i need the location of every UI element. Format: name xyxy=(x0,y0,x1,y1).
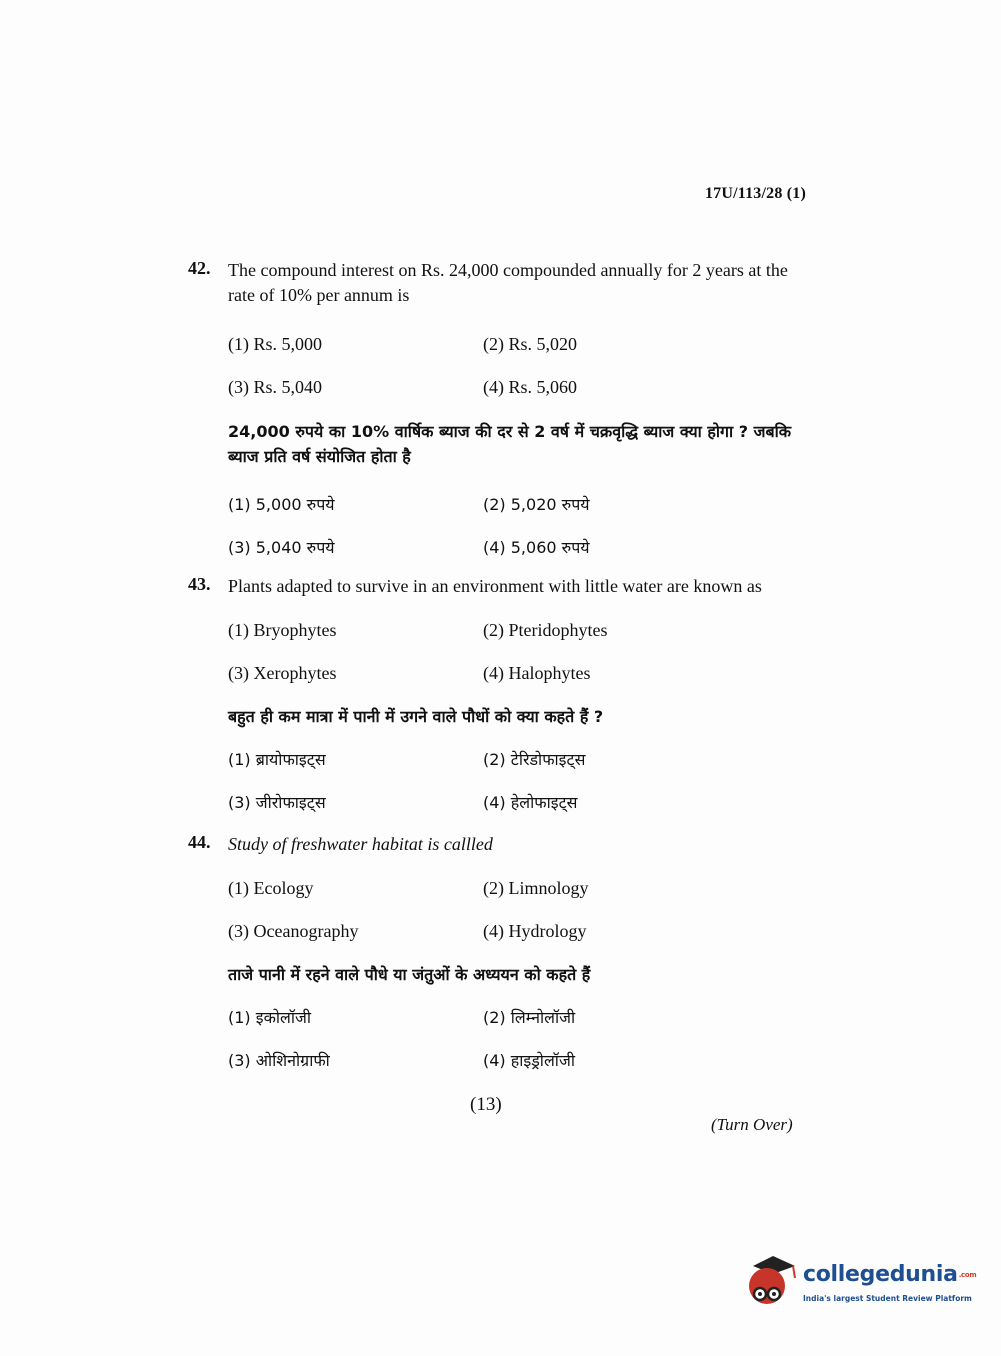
mascot-logo-icon xyxy=(743,1252,801,1310)
option-2-hindi: (2) लिम्नोलॉजी xyxy=(483,1008,576,1027)
question-text-hindi: बहुत ही कम मात्रा में पानी में उगने वाले पौधों को क्या कहते हैं ? xyxy=(228,707,604,726)
option-2: (2) Limnology xyxy=(483,878,589,898)
option-4: (4) Halophytes xyxy=(483,663,591,683)
option-3: (3) Oceanography xyxy=(228,921,359,941)
option-1-hindi: (1) 5,000 रुपये xyxy=(228,495,335,514)
option-1: (1) Bryophytes xyxy=(228,620,337,640)
brand-name xyxy=(803,1262,976,1287)
page-number: (13) xyxy=(470,1094,502,1115)
option-2: (2) Pteridophytes xyxy=(483,620,608,640)
brand-dotcom: .com xyxy=(958,1271,977,1279)
brand-text: collegedunia xyxy=(803,1262,958,1287)
question-number: 43. xyxy=(188,574,211,594)
question-number: 42. xyxy=(188,258,211,278)
question-text: The compound interest on Rs. 24,000 compounded annually for 2 years at the rate of 10% per annum is xyxy=(228,260,788,305)
brand-tagline: India's largest Student Review Platform xyxy=(803,1294,972,1303)
option-1-hindi: (1) इकोलॉजी xyxy=(228,1008,312,1027)
question-text-hindi: 24,000 रुपये का 10% वार्षिक ब्याज की दर से 2 वर्ष में चक्रवृद्धि ब्याज क्या होगा ? जबकि ब्याज प्रति वर्ष संयोजित होता है xyxy=(228,422,792,466)
option-3: (3) Rs. 5,040 xyxy=(228,377,322,397)
paper-code: 17U/113/28 (1) xyxy=(704,185,806,202)
option-4-hindi: (4) हेलोफाइट्स xyxy=(483,793,578,812)
option-3-hindi: (3) 5,040 रुपये xyxy=(228,538,335,557)
question-text: Plants adapted to survive in an environment with little water are known as xyxy=(228,576,762,596)
option-1: (1) Rs. 5,000 xyxy=(228,334,322,354)
options-hindi xyxy=(228,1006,808,1073)
question-text: Study of freshwater habitat is callled xyxy=(228,834,493,854)
option-4-hindi: (4) हाइड्रोलॉजी xyxy=(483,1051,575,1070)
collegedunia-watermark xyxy=(743,1252,977,1312)
question-text-hindi: ताजे पानी में रहने वाले पौधे या जंतुओं के अध्ययन को कहते हैं xyxy=(228,965,591,984)
option-3-hindi: (3) ओशिनोग्राफी xyxy=(228,1051,330,1070)
option-4: (4) Rs. 5,060 xyxy=(483,377,577,397)
options-english xyxy=(228,332,808,399)
options-hindi xyxy=(228,493,808,560)
option-3: (3) Xerophytes xyxy=(228,663,337,683)
question-number: 44. xyxy=(188,832,211,852)
option-2-hindi: (2) टेरिडोफाइट्स xyxy=(483,750,586,769)
option-1-hindi: (1) ब्रायोफाइट्स xyxy=(228,750,326,769)
question-42 xyxy=(188,258,808,560)
option-2-hindi: (2) 5,020 रुपये xyxy=(483,495,590,514)
option-3-hindi: (3) जीरोफाइट्स xyxy=(228,793,326,812)
option-4: (4) Hydrology xyxy=(483,921,587,941)
options-english xyxy=(228,618,808,685)
question-43 xyxy=(188,574,808,815)
options-english xyxy=(228,876,808,943)
option-1: (1) Ecology xyxy=(228,878,314,898)
question-44 xyxy=(188,832,808,1073)
options-hindi xyxy=(228,748,808,815)
option-4-hindi: (4) 5,060 रुपये xyxy=(483,538,590,557)
turn-over-note: (Turn Over) xyxy=(711,1115,793,1134)
option-2: (2) Rs. 5,020 xyxy=(483,334,577,354)
